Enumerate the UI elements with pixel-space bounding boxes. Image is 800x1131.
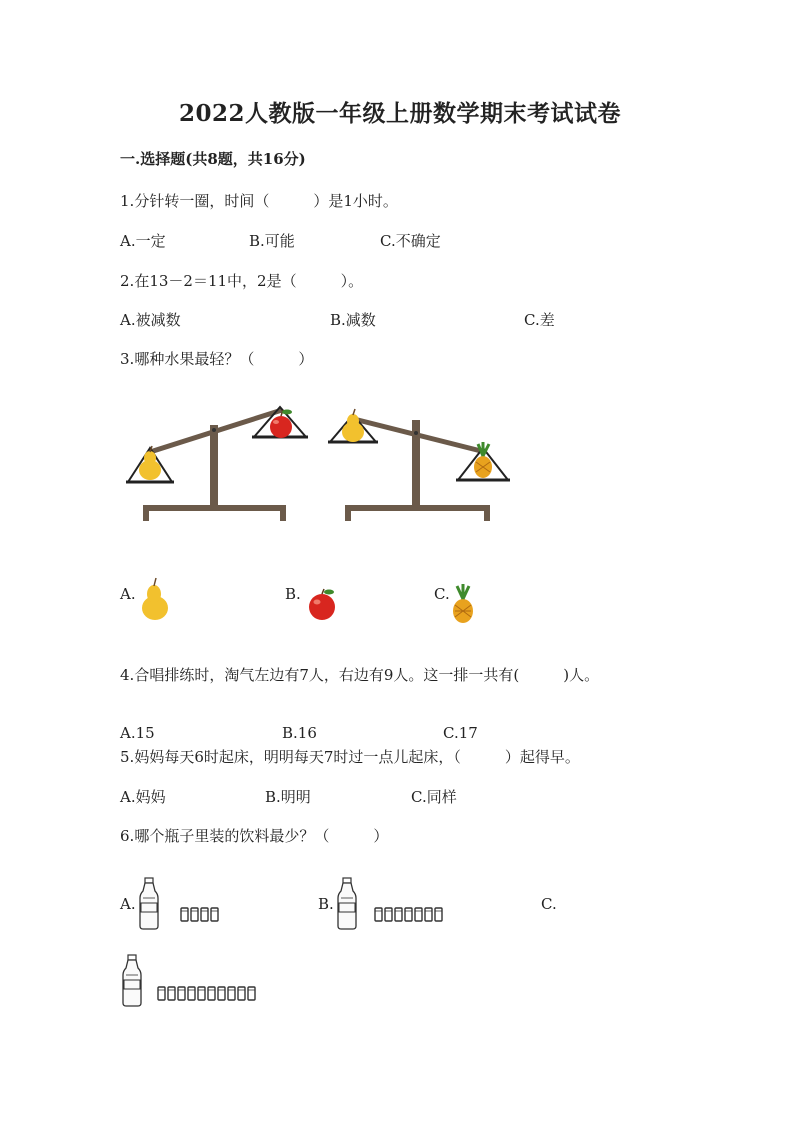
cups-row-a [181,908,218,921]
option-c: C.同样 [411,788,457,806]
option-a: A.妈妈 [120,788,166,806]
option-c: C. [434,585,450,603]
question-number: 6. [120,827,135,845]
option-c: C.不确定 [380,232,441,250]
cup-icon [211,908,218,921]
question-number: 5. [120,748,135,766]
question-text-end: ）。 [340,272,364,290]
page-title: 2022人教版一年级上册数学期末考试试卷 [178,100,621,127]
cup-icon [435,908,442,921]
cup-icon [228,987,235,1000]
cup-icon [208,987,215,1000]
question-text-end: ）起得早。 [504,748,580,766]
question-text: 在13－2＝11中，2是（ [134,272,297,290]
option-a: A.15 [120,724,155,742]
option-c: C.差 [524,311,555,329]
option-b: B.减数 [330,311,376,329]
option-b: B.明明 [265,788,311,806]
question-number: 3. [120,350,135,368]
cup-icon [425,908,432,921]
cup-icon [415,908,422,921]
section-heading: 一.选择题(共8题，共16分) [120,150,306,168]
question-number: 2. [120,272,135,290]
option-b: B.可能 [249,232,295,250]
cup-icon [385,908,392,921]
cup-icon [218,987,225,1000]
option-b: B. [318,895,334,913]
question-number: 4. [120,666,135,684]
question-text-end: ） [298,350,314,368]
cup-icon [188,987,195,1000]
option-c: C. [541,895,557,913]
question-text: 分针转一圈，时间（ [134,192,270,210]
option-a: A.被减数 [120,311,181,329]
bottle-icon [123,955,141,1006]
cup-icon [405,908,412,921]
question-text: 哪种水果最轻？（ [134,350,255,368]
option-b: B. [285,585,301,603]
cup-icon [201,908,208,921]
question-text: 合唱排练时，淘气左边有7人，右边有9人。这一排一共有( [134,666,520,684]
cup-icon [178,987,185,1000]
cup-icon [395,908,402,921]
question-text-end: ） [373,827,389,845]
cup-icon [168,987,175,1000]
cup-icon [198,987,205,1000]
cups-row-b [375,908,442,921]
cup-icon [191,908,198,921]
bottle-icon [140,878,158,929]
bottle-icon [338,878,356,929]
cup-icon [238,987,245,1000]
cups-row-c [158,987,255,1000]
option-c: C.17 [443,724,478,742]
question-text: 哪个瓶子里装的饮料最少？（ [134,827,330,845]
option-a: A.一定 [120,232,166,250]
option-a: A. [120,585,136,603]
question-text-end: ）是1小时。 [313,192,398,210]
cup-icon [158,987,165,1000]
cup-icon [248,987,255,1000]
cup-icon [181,908,188,921]
question-text: 妈妈每天6时起床，明明每天7时过一点儿起床，（ [134,748,461,766]
question-text-end: )人。 [563,666,600,684]
question-number: 1. [120,192,135,210]
option-a: A. [120,895,136,913]
option-b: B.16 [282,724,317,742]
cup-icon [375,908,382,921]
